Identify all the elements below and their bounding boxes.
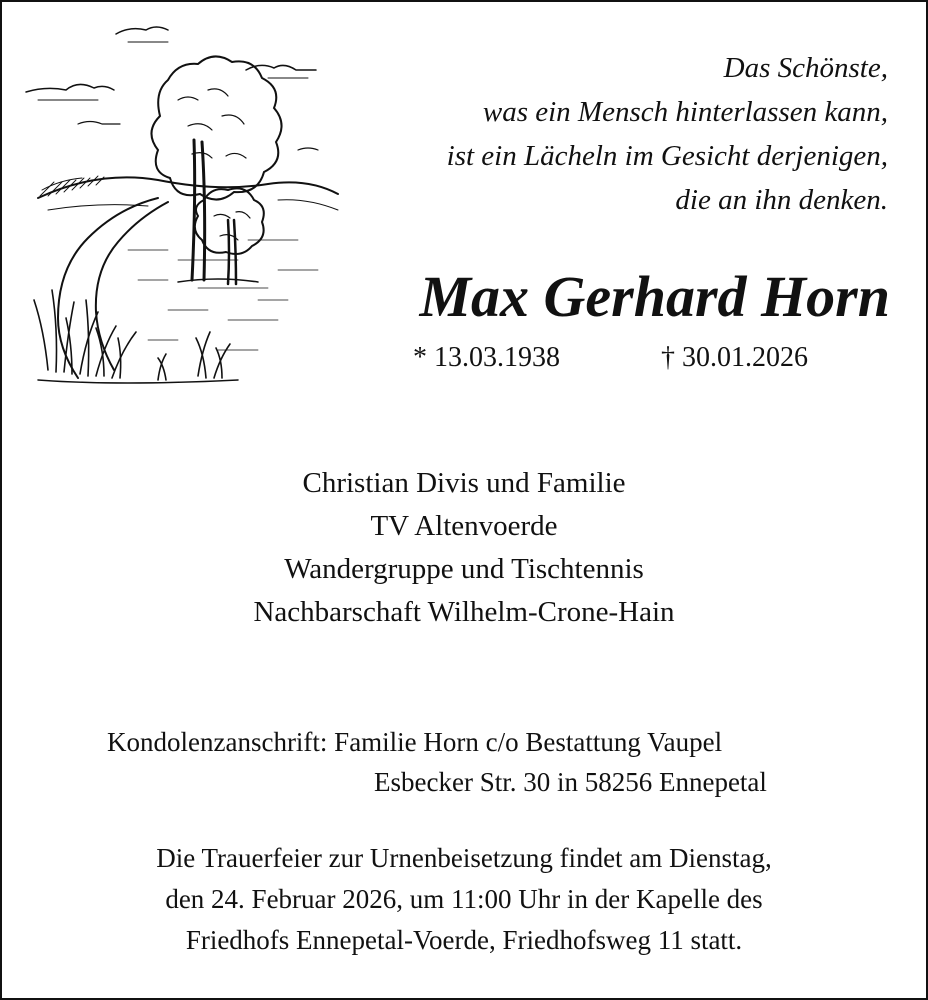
death-date: † 30.01.2026	[661, 342, 808, 373]
condolence-line: Esbecker Str. 30 in 58256 Ennepetal	[374, 767, 767, 797]
mourner-entry: TV Altenvoerde	[370, 510, 558, 542]
condolence-line: Kondolenzanschrift: Familie Horn c/o Bestattung Vaupel	[107, 727, 723, 757]
life-dates	[413, 340, 833, 376]
birth-date: * 13.03.1938	[413, 342, 560, 373]
quote-line: die an ihn denken.	[675, 184, 888, 216]
memorial-quote	[447, 46, 888, 222]
mourners-list	[0, 462, 928, 634]
ceremony-line: Friedhofs Ennepetal-Voerde, Friedhofsweg 11 statt.	[185, 925, 743, 955]
mourner-entry: Wandergruppe und Tischtennis	[284, 553, 644, 585]
quote-line: was ein Mensch hinterlassen kann,	[482, 96, 888, 128]
deceased-name: Max Gerhard Horn	[419, 264, 890, 329]
ceremony-details	[0, 838, 928, 961]
quote-line: ist ein Lächeln im Gesicht derjenigen,	[446, 140, 888, 172]
quote-line: Das Schönste,	[723, 52, 888, 84]
mourner-entry: Nachbarschaft Wilhelm-Crone-Hain	[253, 596, 675, 628]
ceremony-line: Die Trauerfeier zur Urnenbeisetzung findet am Dienstag,	[156, 843, 772, 873]
mourner-entry: Christian Divis und Familie	[302, 467, 626, 499]
landscape-tree-illustration	[18, 20, 358, 392]
ceremony-line: den 24. Februar 2026, um 11:00 Uhr in der Kapelle des	[165, 884, 763, 914]
